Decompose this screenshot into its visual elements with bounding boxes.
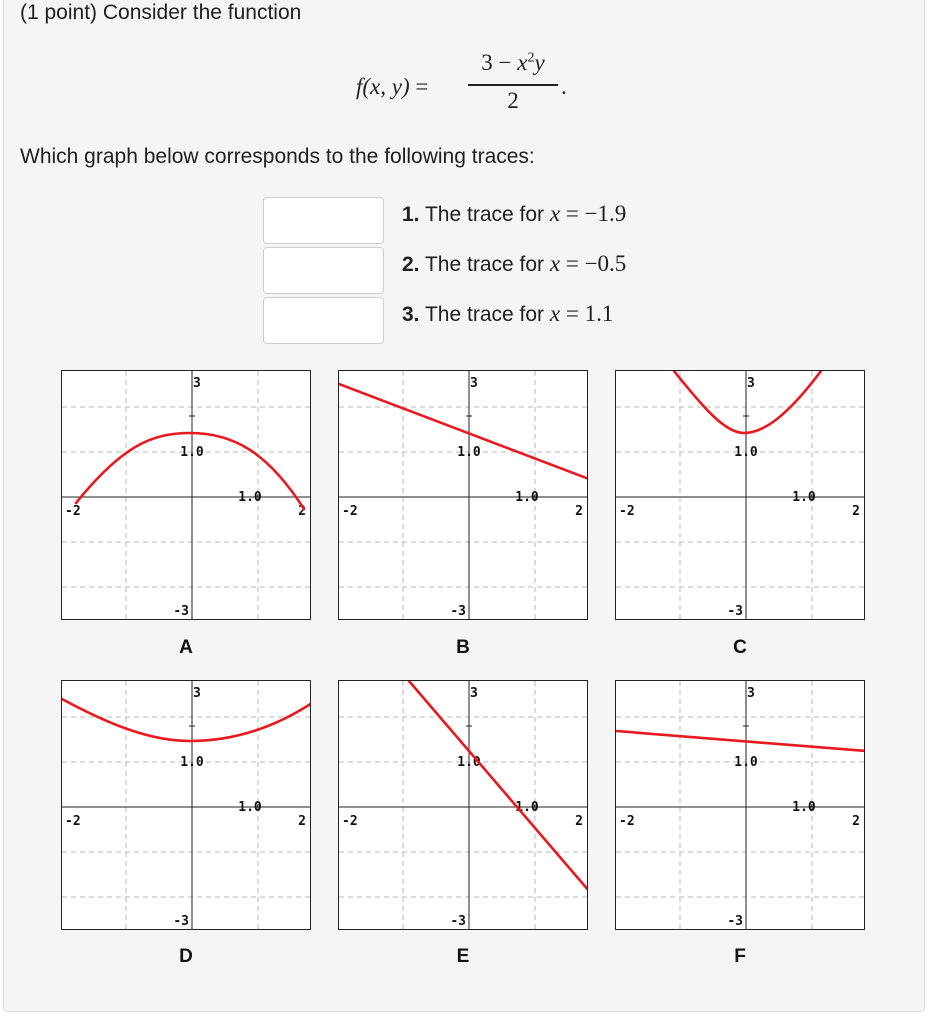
formula-period: . — [561, 74, 567, 99]
tick-label-right: 2 — [298, 504, 306, 519]
trace-text: The trace for — [419, 203, 550, 226]
tick-label-x: 1.0 — [515, 800, 539, 815]
answer-input-3[interactable] — [263, 297, 384, 344]
graph-svg — [339, 681, 588, 930]
tick-label-left: -2 — [65, 814, 81, 829]
formula-equals: = — [409, 74, 429, 99]
tick-label-mid: 1.0 — [734, 445, 758, 460]
trace-curve — [62, 699, 311, 741]
graph-c — [615, 370, 865, 620]
trace-number: 3. — [402, 303, 420, 326]
trace-number: 1. — [402, 203, 420, 226]
trace-math — [550, 301, 613, 326]
trace-math — [550, 201, 626, 226]
tick-label-x: 1.0 — [238, 490, 262, 505]
problem-container — [3, 0, 925, 1012]
trace-value: −1.9 — [584, 201, 627, 226]
trace-value: 1.1 — [584, 301, 614, 326]
formula-f: f — [356, 74, 363, 99]
tick-label-mid: 1.0 — [457, 445, 481, 460]
tick-label-right: 2 — [852, 814, 860, 829]
tick-label-x: 1.0 — [515, 490, 539, 505]
fraction-bar — [468, 84, 558, 86]
grid-lines — [616, 681, 865, 930]
trace-text: The trace for — [419, 253, 550, 276]
trace-item-2 — [402, 251, 626, 277]
tick-label-mid: 1.0 — [180, 755, 204, 770]
trace-var: x — [549, 201, 561, 226]
formula-lhs — [356, 74, 428, 100]
tick-label-left: -2 — [342, 504, 358, 519]
tick-label-left: -2 — [65, 504, 81, 519]
graph-label-b: B — [456, 637, 470, 658]
tick-label-top: 3 — [747, 376, 755, 391]
graph-svg — [62, 371, 311, 620]
numerator-x: x — [517, 50, 528, 75]
question-text: Which graph below corresponds to the following traces: — [20, 145, 535, 168]
trace-var: x — [549, 251, 561, 276]
formula-denominator: 2 — [507, 88, 519, 113]
answer-input-1[interactable] — [263, 197, 384, 244]
numerator-exp: 2 — [527, 50, 535, 66]
trace-item-1 — [402, 201, 626, 227]
tick-label-top: 3 — [470, 686, 478, 701]
graph-label-f: F — [734, 946, 746, 967]
trace-value: −0.5 — [584, 251, 627, 276]
grid-lines — [62, 371, 311, 620]
graph-svg — [616, 681, 865, 930]
tick-label-x: 1.0 — [792, 490, 816, 505]
graph-f — [615, 680, 865, 930]
tick-label-top: 3 — [470, 376, 478, 391]
graph-b — [338, 370, 588, 620]
problem-header: (1 point) Consider the function — [20, 1, 302, 24]
trace-math — [550, 251, 626, 276]
numerator-y: y — [534, 50, 545, 75]
trace-curve — [616, 731, 865, 751]
tick-label-top: 3 — [193, 686, 201, 701]
tick-label-bottom: -3 — [727, 604, 743, 619]
trace-var: x — [549, 301, 561, 326]
trace-item-3 — [402, 301, 613, 327]
trace-eq: = — [560, 251, 585, 276]
formula-numerator — [468, 50, 558, 76]
trace-text: The trace for — [419, 303, 550, 326]
graph-svg — [62, 681, 311, 930]
trace-curve — [339, 384, 588, 479]
tick-label-top: 3 — [747, 686, 755, 701]
graph-label-a: A — [179, 637, 193, 658]
tick-label-bottom: -3 — [450, 604, 466, 619]
trace-eq: = — [560, 301, 585, 326]
tick-label-mid: 1.0 — [180, 445, 204, 460]
tick-label-mid: 1.0 — [734, 755, 758, 770]
graph-label-d: D — [179, 946, 193, 967]
tick-label-right: 2 — [852, 504, 860, 519]
graph-a — [61, 370, 311, 620]
tick-label-left: -2 — [619, 504, 635, 519]
grid-lines — [339, 681, 588, 930]
tick-label-x: 1.0 — [792, 800, 816, 815]
trace-number: 2. — [402, 253, 420, 276]
tick-label-left: -2 — [619, 814, 635, 829]
trace-eq: = — [560, 201, 585, 226]
tick-label-right: 2 — [575, 814, 583, 829]
numerator-const: 3 − — [481, 50, 518, 75]
tick-label-left: -2 — [342, 814, 358, 829]
tick-label-bottom: -3 — [450, 914, 466, 929]
tick-label-right: 2 — [575, 504, 583, 519]
graph-svg — [616, 371, 865, 620]
tick-label-top: 3 — [193, 376, 201, 391]
formula-args: (x, y) — [362, 74, 410, 99]
trace-curve — [409, 681, 588, 891]
graph-d — [61, 680, 311, 930]
graph-e — [338, 680, 588, 930]
grid-lines — [616, 371, 865, 620]
grid-lines — [339, 371, 588, 620]
tick-label-right: 2 — [298, 814, 306, 829]
graph-svg — [339, 371, 588, 620]
graph-label-e: E — [456, 946, 470, 967]
tick-label-bottom: -3 — [727, 914, 743, 929]
tick-label-x: 1.0 — [238, 800, 262, 815]
tick-label-bottom: -3 — [173, 604, 189, 619]
graph-label-c: C — [733, 637, 747, 658]
tick-label-bottom: -3 — [173, 914, 189, 929]
tick-label-mid: 1.0 — [457, 755, 481, 770]
answer-input-2[interactable] — [263, 247, 384, 294]
